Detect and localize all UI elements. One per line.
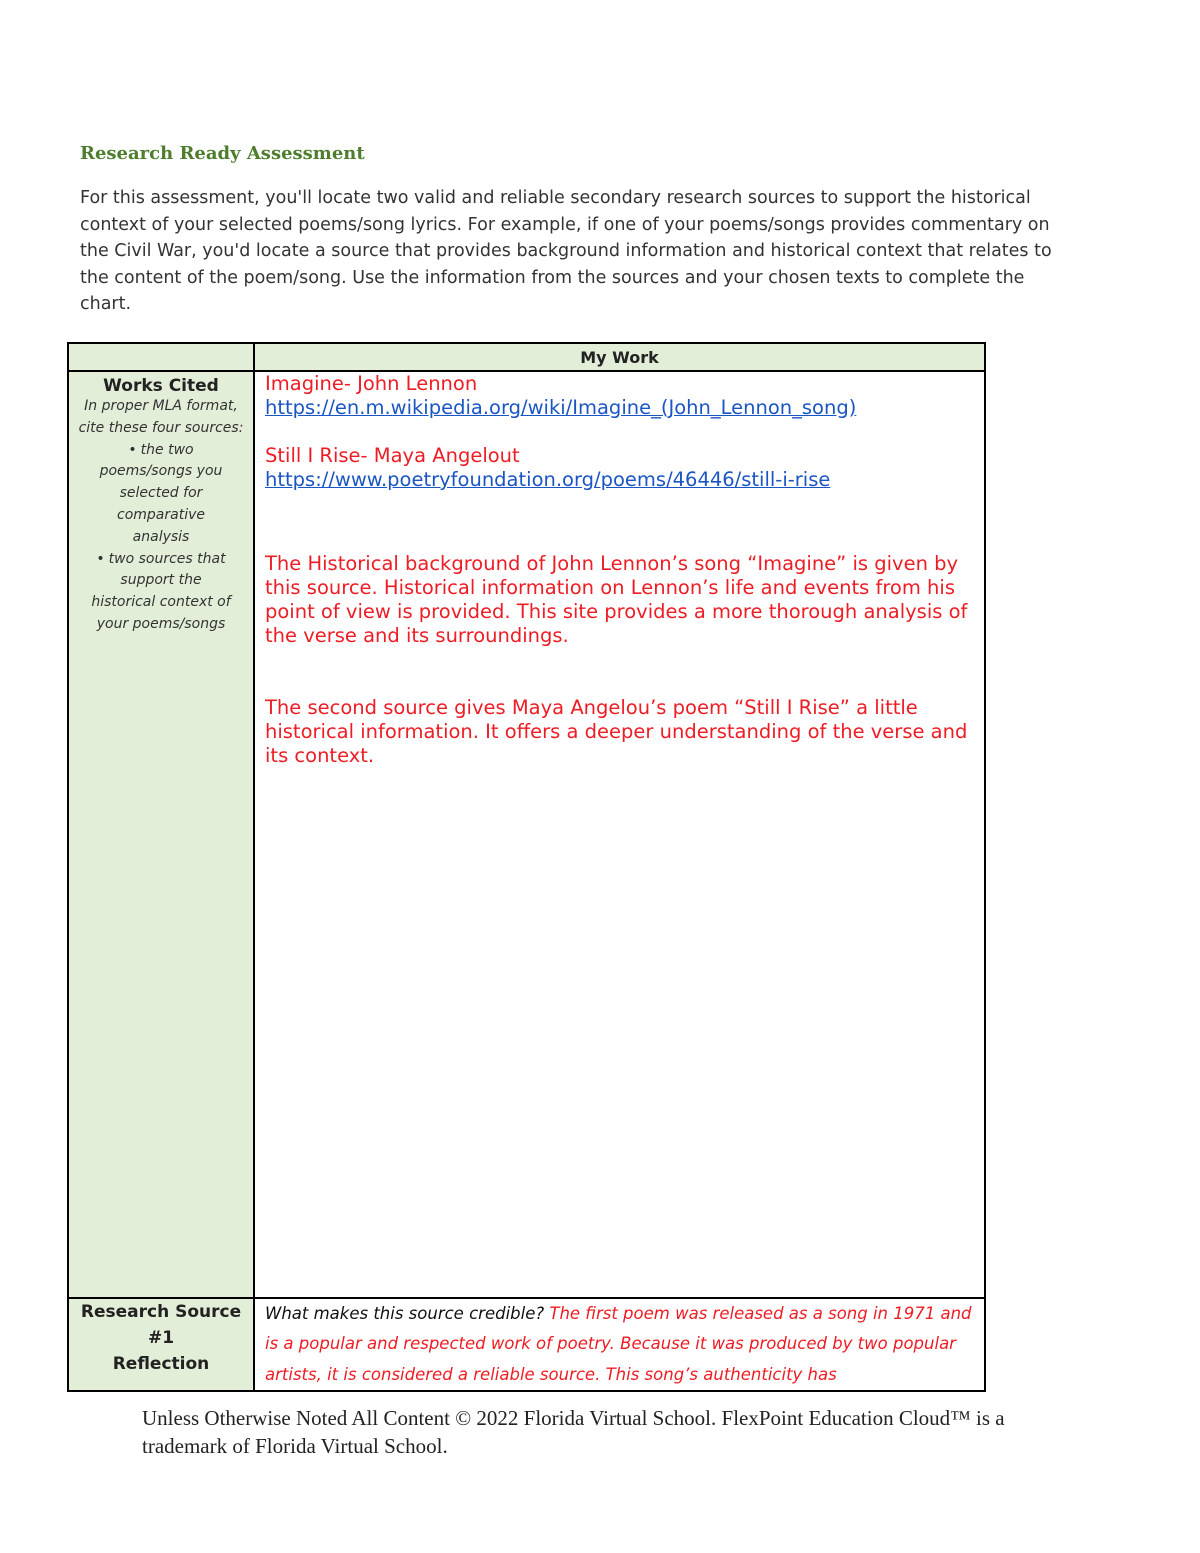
research-source-content xyxy=(254,1298,985,1392)
table-header-row xyxy=(68,343,985,371)
bullet-icon: • xyxy=(96,550,105,567)
works-cited-bullets xyxy=(91,440,231,636)
list-item xyxy=(91,440,231,549)
page-title: Research Ready Assessment xyxy=(80,143,365,164)
research-source-number: #1 xyxy=(147,1327,175,1348)
research-source-label: Research Source xyxy=(80,1301,242,1322)
list-item xyxy=(91,549,231,636)
citation-title: Imagine- John Lennon xyxy=(265,372,478,395)
works-cited-label: Works Cited xyxy=(103,376,219,396)
credibility-question: What makes this source credible? xyxy=(265,1303,545,1323)
source-note: The Historical background of John Lennon’s song “Imagine” is given by this source. Historical information on Lennon’s life and events from his point of view is provided. This site provides a more thorough analysis of the verse and its surroundings. xyxy=(265,552,968,647)
citation-link[interactable]: https://en.m.wikipedia.org/wiki/Imagine_(John_Lennon_song) xyxy=(265,396,857,419)
research-source-row xyxy=(68,1298,985,1392)
header-empty-cell xyxy=(68,343,254,371)
my-work-header: My Work xyxy=(254,343,985,371)
bullet-text: two sources that support the historical context of your poems/songs xyxy=(91,550,231,632)
works-cited-instruction: In proper MLA format, cite these four sources: xyxy=(78,398,244,436)
bullet-icon: • xyxy=(128,441,137,458)
source-note: The second source gives Maya Angelou’s poem “Still I Rise” a little historical information. It offers a deeper understanding of the verse and its context. xyxy=(265,696,968,767)
copyright-footer: Unless Otherwise Noted All Content © 2022 Florida Virtual School. FlexPoint Education Cloud™ is a trademark of Florida Virtual School. xyxy=(142,1406,1005,1458)
citation-link[interactable]: https://www.poetryfoundation.org/poems/46446/still-i-rise xyxy=(265,468,831,491)
intro-paragraph: For this assessment, you'll locate two valid and reliable secondary research sources to support the historical context of your selected poems/song lyrics. For example, if one of your poems/songs provides commentary on the Civil War, you'd locate a source that provides background information and historical context that relates to the content of the poem/song. Use the information from the sources and your chosen texts to complete the chart. xyxy=(80,188,1052,314)
citation-title: Still I Rise- Maya Angelout xyxy=(265,444,520,467)
bullet-text: the two poems/songs you selected for comparative analysis xyxy=(99,441,223,545)
works-cited-content xyxy=(254,371,985,1298)
works-cited-label-cell xyxy=(68,371,254,1298)
research-source-reflection: Reflection xyxy=(112,1353,210,1374)
research-source-label-cell xyxy=(68,1298,254,1392)
assessment-table xyxy=(67,342,986,1392)
credibility-answer: The first poem was released as a song in 1971 and is a popular and respected work of poetry. Because it was produced by two popular artists, it is considered a reliable source. This song’s authenticity has xyxy=(265,1303,972,1384)
works-cited-row xyxy=(68,371,985,1298)
